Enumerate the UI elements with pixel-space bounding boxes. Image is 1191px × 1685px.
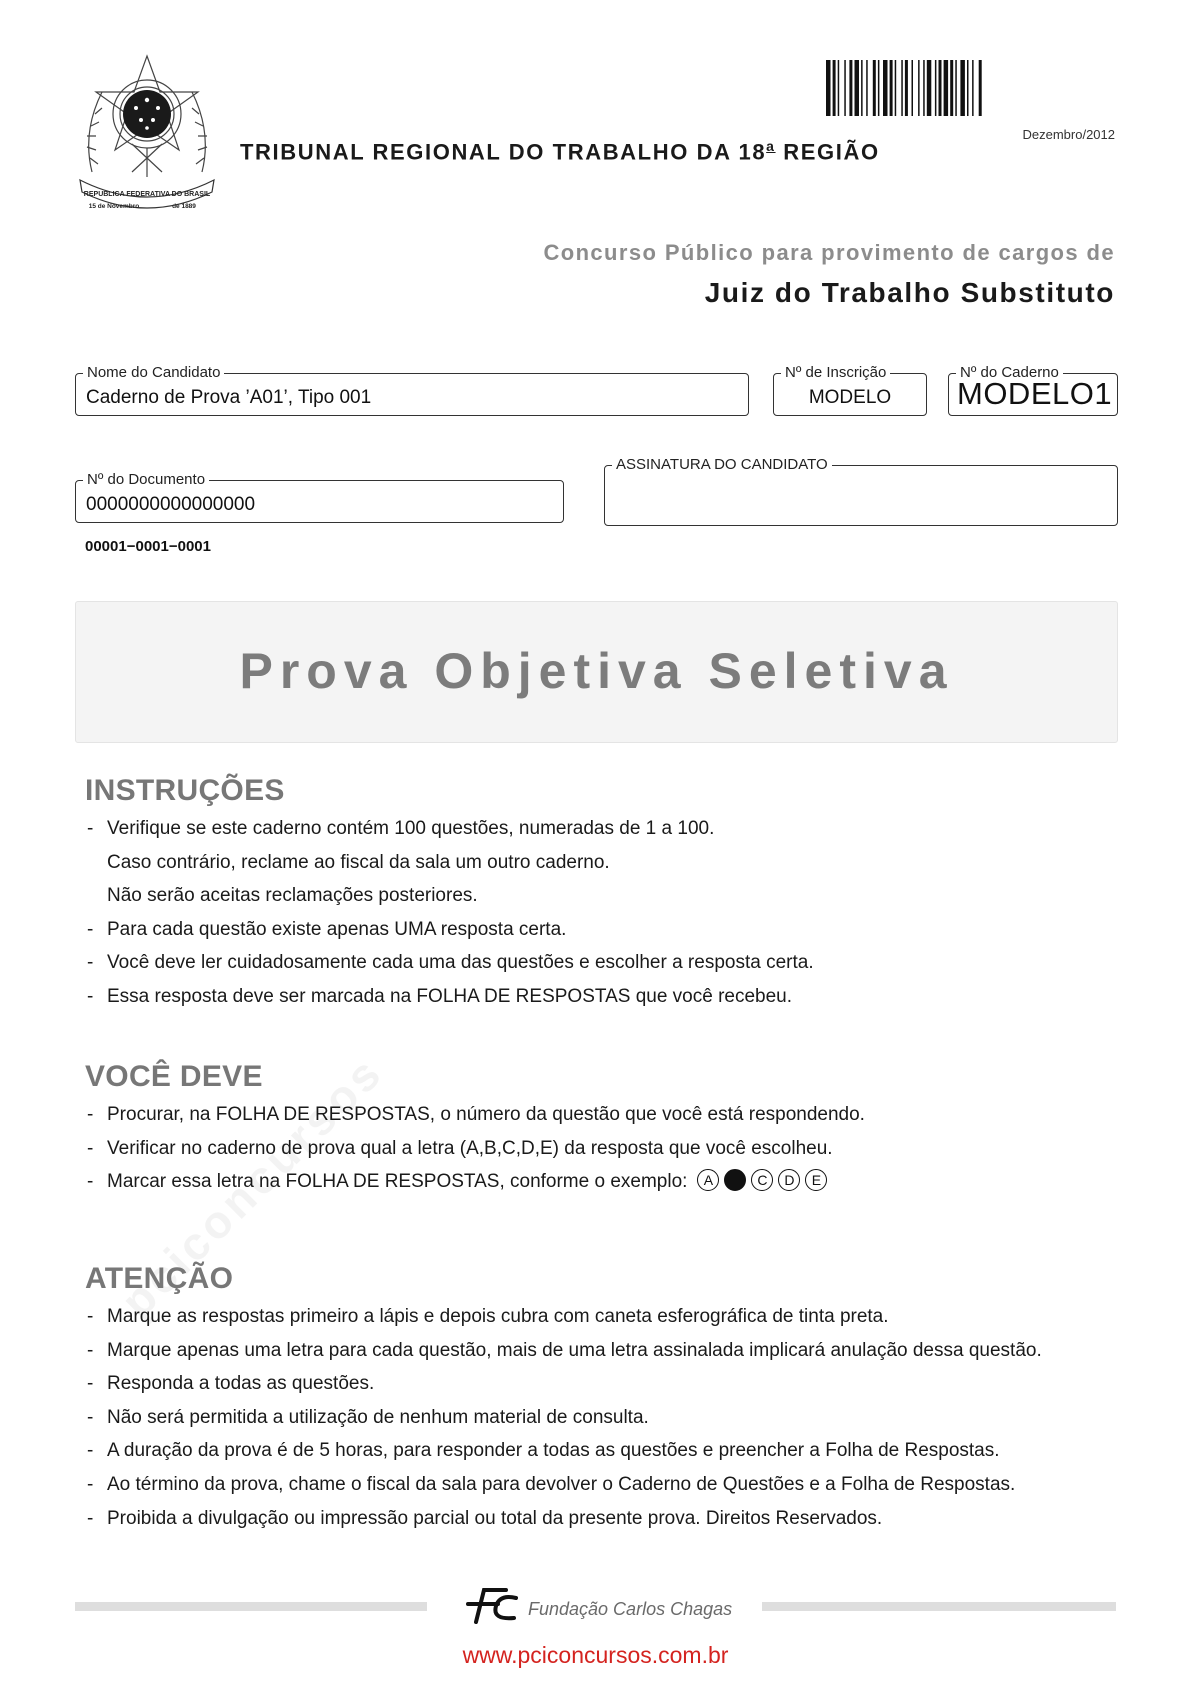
bubble-e: E [805, 1169, 827, 1191]
barcode-bar [855, 60, 860, 116]
attention-item: - A duração da prova é de 5 horas, para responder a todas as questões e preencher a Folha de Respostas. [85, 1434, 1125, 1468]
attention-item: - Marque apenas uma letra para cada questão, mais de uma letra assinalada implicará anulação dessa questão. [85, 1334, 1125, 1368]
barcode-bar [883, 60, 888, 116]
inscription-number-label: Nº de Inscrição [781, 364, 890, 381]
inscription-number-value: MODELO [808, 387, 892, 408]
barcode-bar [895, 60, 897, 116]
barcode-bar [905, 60, 908, 116]
attention-item: - Marque as respostas primeiro a lápis e depois cubra com caneta esferográfica de tinta preta. [85, 1300, 1125, 1334]
booklet-number-value: MODELO1 [957, 376, 1113, 411]
attention-heading: ATENÇÃO [85, 1262, 234, 1295]
barcode-bar [844, 60, 846, 116]
barcode-bar [912, 60, 914, 116]
signature-label: ASSINATURA DO CANDIDATO [612, 456, 832, 473]
document-number-field[interactable] [75, 471, 564, 523]
signature-field[interactable] [604, 456, 1118, 526]
inscription-number-field[interactable] [773, 364, 927, 416]
barcode-bar [972, 60, 974, 116]
booklet-number-label: Nº do Caderno [956, 364, 1063, 381]
barcode-bar [967, 60, 969, 116]
attention-item: - Ao término da prova, chame o fiscal da sala para devolver o Caderno de Questões e a Folha de Respostas. [85, 1468, 1125, 1502]
you-must-item: - Verificar no caderno de prova qual a letra (A,B,C,D,E) da resposta que você escolheu. [85, 1132, 1125, 1166]
you-must-item-example: - Marcar essa letra na FOLHA DE RESPOSTAS, conforme o exemplo: A C D E [85, 1165, 1125, 1199]
booklet-number-field[interactable] [948, 364, 1118, 416]
attention-section [85, 1262, 1125, 1535]
exam-title-banner [75, 601, 1118, 743]
exam-title: Prova Objetiva Seletiva [239, 643, 954, 699]
barcode-bar [960, 60, 965, 116]
attention-item: - Não será permitida a utilização de nenhum material de consulta. [85, 1401, 1125, 1435]
barcode-bar [833, 60, 836, 116]
instruction-item: - Essa resposta deve ser marcada na FOLHA DE RESPOSTAS que você recebeu. [85, 980, 1125, 1014]
footer-rule-right [762, 1602, 1116, 1611]
foundation-name: Fundação Carlos Chagas [528, 1599, 733, 1619]
candidate-name-field[interactable] [75, 364, 749, 416]
barcode-bar [849, 60, 852, 116]
seal-text-year: de 1889 [172, 203, 196, 210]
fcc-logo-icon [462, 1584, 520, 1628]
barcode-bar [901, 60, 903, 116]
barcode-bar [944, 60, 949, 116]
instruction-item: - Verifique se este caderno contém 100 questões, numeradas de 1 a 100. [85, 812, 1125, 846]
barcode-bar [955, 60, 957, 116]
ordinal-indicator: a [766, 138, 776, 154]
document-number-value: 0000000000000000 [86, 494, 256, 515]
candidate-name-value: Caderno de Prova ’A01’, Tipo 001 [86, 387, 372, 408]
barcode-image [826, 60, 1116, 116]
barcode-bar [950, 60, 953, 116]
barcode-bar [866, 60, 868, 116]
barcode-bar [878, 60, 880, 116]
booklet-code: 00001−0001−0001 [85, 538, 211, 555]
barcode-bar [979, 60, 982, 116]
coat-of-arms-emblem [72, 52, 222, 212]
tribunal-name: TRIBUNAL REGIONAL DO TRABALHO DA 18$^a$ REGIÃO [240, 138, 880, 165]
you-must-item: - Procurar, na FOLHA DE RESPOSTAS, o número da questão que você está respondendo. [85, 1098, 1125, 1132]
footer-rule-left [75, 1602, 427, 1611]
bubble-c: C [751, 1169, 773, 1191]
exam-date: Dezembro/2012 [1022, 127, 1115, 142]
seal-text-republica: REPUBLICA FEDERATIVA DO BRASIL [83, 191, 211, 198]
instructions-section [85, 774, 1125, 1014]
attention-item: - Responda a todas as questões. [85, 1367, 1125, 1401]
instruction-item: - Para cada questão existe apenas UMA resposta certa. [85, 913, 1125, 947]
instruction-item: Caso contrário, reclame ao fiscal da sala um outro caderno. [107, 851, 610, 873]
concurso-subtitle: Concurso Público para provimento de cargos de [543, 240, 1115, 265]
barcode-bar [918, 60, 920, 116]
seal-text-date: 15 de Novembro [88, 203, 140, 210]
instruction-item: - Você deve ler cuidadosamente cada uma das questões e escolher a resposta certa. [85, 946, 1125, 980]
bubble-b-filled [724, 1169, 746, 1191]
website-link[interactable]: www.pciconcursos.com.br [462, 1642, 729, 1668]
barcode-bar [890, 60, 893, 116]
barcode-bar [873, 60, 876, 116]
barcode-bar [838, 60, 840, 116]
cargo-title: Juiz do Trabalho Substituto [704, 277, 1115, 308]
instructions-heading: INSTRUÇÕES [85, 774, 285, 807]
bubble-d: D [778, 1169, 800, 1191]
barcode-bar [861, 60, 863, 116]
instruction-item: Não serão aceitas reclamações posteriores. [107, 885, 478, 907]
bubble-a: A [697, 1169, 719, 1191]
document-number-label: Nº do Documento [83, 471, 209, 488]
attention-item: - Proibida a divulgação ou impressão parcial ou total da presente prova. Direitos Reservados. [85, 1502, 1125, 1536]
you-must-section [85, 1060, 1125, 1199]
barcode-bar [935, 60, 937, 116]
you-must-heading: VOCÊ DEVE [85, 1060, 263, 1093]
barcode-bar [923, 60, 925, 116]
barcode-bar [927, 60, 932, 116]
answer-example [697, 1169, 827, 1191]
candidate-name-label: Nome do Candidato [83, 364, 224, 381]
barcode-bar [826, 60, 831, 116]
barcode-bar [939, 60, 942, 116]
